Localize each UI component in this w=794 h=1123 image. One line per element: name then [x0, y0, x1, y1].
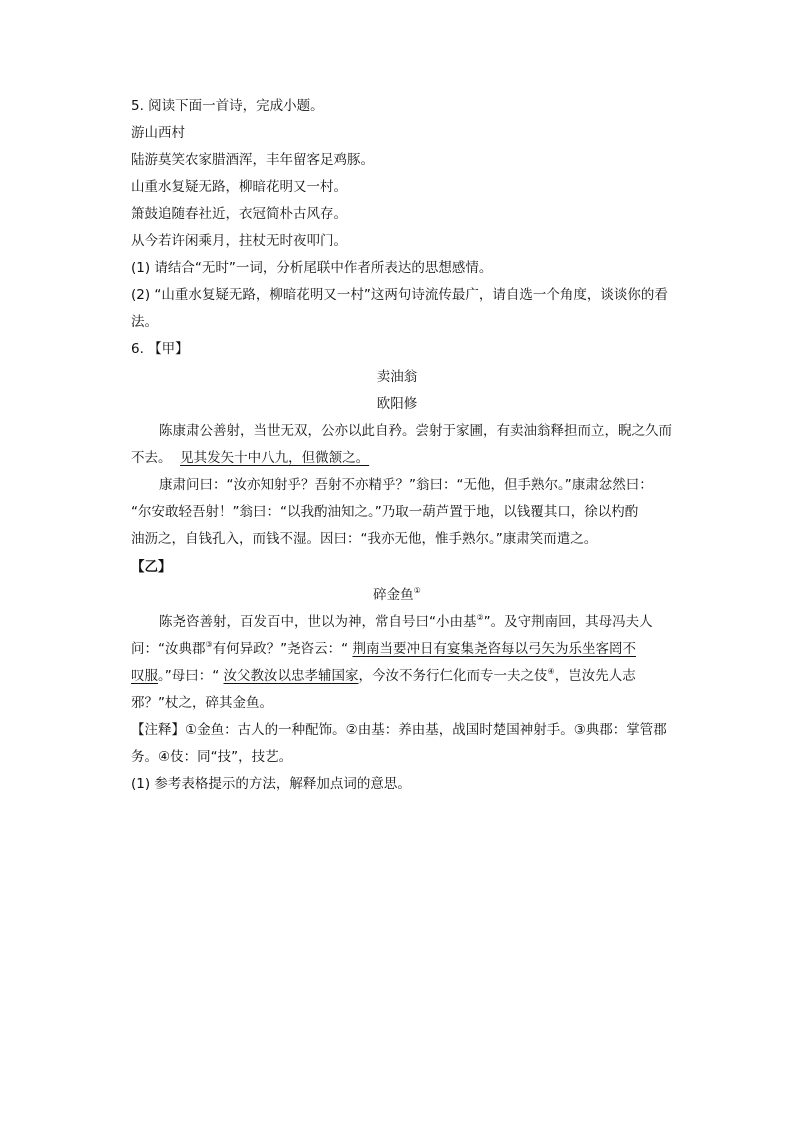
notes-line2: 务。④伎：同“技”，技艺。: [131, 749, 293, 765]
passage-yi-label: 【乙】: [131, 559, 172, 575]
poem-line-1: 陆游莫笑农家腊酒浑，丰年留客足鸡豚。: [131, 152, 374, 168]
underlined-sentence: 荆南当要冲日有宴集尧咨每以弓矢为乐坐客罔不: [352, 641, 636, 657]
passage-text: 不去。: [131, 450, 172, 466]
passage-yi-p1-line4: 邪？”杖之，碎其金鱼。: [131, 695, 273, 711]
passage-text: 。”母曰：“: [158, 668, 220, 684]
question-5-sub-1: (1) 请结合“无时”一词，分析尾联中作者所表达的思想感情。: [131, 260, 493, 276]
underlined-sentence: 见其发矢十中八九，但微颔之。: [180, 450, 370, 466]
question-6-sub-1: (1) 参考表格提示的方法，解释加点词的意思。: [131, 776, 411, 792]
footnote-marker: ②: [476, 613, 484, 622]
notes-line1: 【注释】①金鱼：古人的一种配饰。②由基：养由基，战国时楚国神射手。③典郡：掌管郡: [131, 722, 667, 738]
underlined-sentence: 汝父教汝以忠孝辅国家: [223, 668, 359, 684]
passage-text: ，今汝不务行仁化而专一夫之伎: [358, 668, 548, 684]
passage-yi-p1-line1: [159, 612, 699, 632]
passage-yi-title: [131, 585, 663, 605]
passage-jia-author: 欧阳修: [376, 396, 418, 412]
passage-yi-p1-line3: [131, 666, 671, 686]
passage-text: 有何异政？”尧咨云：“: [212, 641, 349, 657]
passage-yi-p1-line2: [131, 639, 671, 659]
question-5-intro: 5. 阅读下面一首诗，完成小题。: [131, 98, 324, 114]
passage-text: 陈尧咨善射，百发百中，世以为神，常自号曰“小由基: [159, 614, 477, 630]
poem-title: 游山西村: [131, 125, 185, 141]
footnote-marker: ③: [205, 640, 213, 649]
passage-jia-p2-line2: “尔安敢轻吾射！”翁曰：“以我酌油知之。”乃取一葫芦置于地，以钱覆其口，徐以杓酌: [131, 504, 639, 520]
passage-jia-p2-line3: 油沥之，自钱孔入，而钱不湿。因曰：“我亦无他，惟手熟尔。”康肃笑而遣之。: [131, 531, 598, 547]
underlined-sentence: 叹服: [131, 668, 158, 684]
passage-jia-p1-line2: [131, 448, 671, 468]
passage-jia-title: 卖油翁: [376, 369, 418, 385]
passage-jia-p2-line1: 康肃问曰：“汝亦知射乎？吾射不亦精乎？”翁曰：“无他，但手熟尔。”康肃忿然曰：: [159, 477, 653, 493]
passage-jia-p1-line1: 陈康肃公善射，当世无双，公亦以此自矜。尝射于家圃，有卖油翁释担而立，睨之久而: [159, 423, 672, 439]
question-5-sub-2-cont: 法。: [131, 314, 158, 330]
footnote-marker: ①: [413, 586, 421, 595]
question-6-label: 6. 【甲】: [131, 341, 189, 357]
poem-line-4: 从今若许闲乘月，拄杖无时夜叩门。: [131, 233, 347, 249]
poem-line-3: 箫鼓追随春社近，衣冠简朴古风存。: [131, 206, 347, 222]
passage-text: 问：“汝典郡: [131, 641, 206, 657]
question-5-sub-2: (2) “山重水复疑无路，柳暗花明又一村”这两句诗流传最广，请自选一个角度，谈谈你的看: [131, 287, 668, 303]
footnote-marker: ④: [547, 667, 555, 676]
title-text: 碎金鱼: [373, 587, 414, 603]
passage-text: ”。及守荆南回，其母冯夫人: [483, 614, 653, 630]
poem-line-2: 山重水复疑无路，柳暗花明又一村。: [131, 179, 347, 195]
passage-text: ，岂汝先人志: [554, 668, 636, 684]
